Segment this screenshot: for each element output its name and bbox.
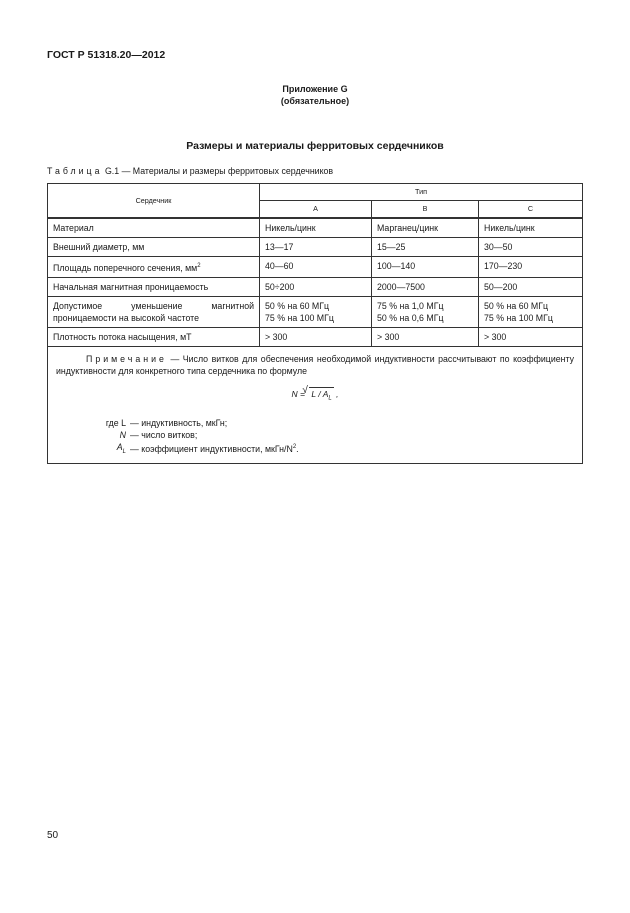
sqrt-radical: √ L / $A_L$ <box>309 387 333 405</box>
cell-a: 50÷200 <box>260 277 372 296</box>
table-row <box>48 327 583 346</box>
row-label: Внешний диаметр, мм <box>48 238 260 257</box>
cell-a: 13—17 <box>260 238 372 257</box>
row-label: Материал <box>48 218 260 238</box>
annex-title: Приложение G <box>282 84 348 94</box>
annex-status: (обязательное) <box>280 96 350 106</box>
header-type-a: A <box>260 201 372 219</box>
cell-a: > 300 <box>260 327 372 346</box>
table-note <box>48 346 583 463</box>
row-label: Площадь поперечного сечения, $мм^2$ <box>48 257 260 278</box>
table-row <box>48 257 583 278</box>
cell-b: Марганец/цинк <box>372 218 479 238</box>
cell-c: Никель/цинк <box>479 218 583 238</box>
table-row <box>48 277 583 296</box>
header-core: Сердечник <box>48 184 260 219</box>
section-title: Размеры и материалы ферритовых сердечников <box>186 140 444 152</box>
cell-a: 50 % на 60 МГц 75 % на 100 МГц <box>260 296 372 327</box>
ferrite-cores-table <box>47 183 583 464</box>
formula: N = √ L / $A_L$ , <box>56 387 574 405</box>
table-row <box>48 296 583 327</box>
cell-c: 30—50 <box>479 238 583 257</box>
document-standard-id: ГОСТ Р 51318.20—2012 <box>47 49 166 61</box>
legend-item: N — число витков; <box>119 429 198 440</box>
table-note-row <box>48 346 583 463</box>
cell-a: 40—60 <box>260 257 372 278</box>
cell-b: 100—140 <box>372 257 479 278</box>
row-label: Допустимое уменьшение магнитной проницаемости на высокой частоте <box>48 296 260 327</box>
header-type-b: B <box>372 201 479 219</box>
note-text: Примечание — Число витков для обеспечения необходимой индуктивности рассчитывают по коэффициенту индуктивности для конкретного типа сердечника по формуле <box>56 353 575 376</box>
table-row <box>48 238 583 257</box>
legend-item: $A_L$ — коэффициент индуктивности, мкГн/$N^2$. <box>116 441 299 455</box>
row-label: Плотность потока насыщения, мТ <box>48 327 260 346</box>
cell-c: 170—230 <box>479 257 583 278</box>
cell-a: Никель/цинк <box>260 218 372 238</box>
header-type: Тип <box>260 184 583 201</box>
cell-b: 75 % на 1,0 МГц 50 % на 0,6 МГц <box>372 296 479 327</box>
table-header-row <box>48 184 583 201</box>
superscript: 2 <box>197 263 201 269</box>
cell-c: 50 % на 60 МГц 75 % на 100 МГц <box>479 296 583 327</box>
cell-c: 50—200 <box>479 277 583 296</box>
table-row <box>48 218 583 238</box>
legend-item: где L — индуктивность, мкГн; <box>105 417 228 428</box>
annex-heading <box>0 83 630 107</box>
cell-b: > 300 <box>372 327 479 346</box>
formula-legend <box>86 417 574 458</box>
table-caption <box>47 166 333 176</box>
header-type-c: C <box>479 201 583 219</box>
page-number: 50 <box>47 830 59 841</box>
row-label: Начальная магнитная проницаемость <box>48 277 260 296</box>
table-caption-prefix: Таблица <box>47 166 103 176</box>
cell-b: 15—25 <box>372 238 479 257</box>
note-prefix: Примечание <box>86 353 167 364</box>
cell-c: > 300 <box>479 327 583 346</box>
cell-b: 2000—7500 <box>372 277 479 296</box>
table-caption-text: G.1 — Материалы и размеры ферритовых сердечников <box>102 166 334 176</box>
